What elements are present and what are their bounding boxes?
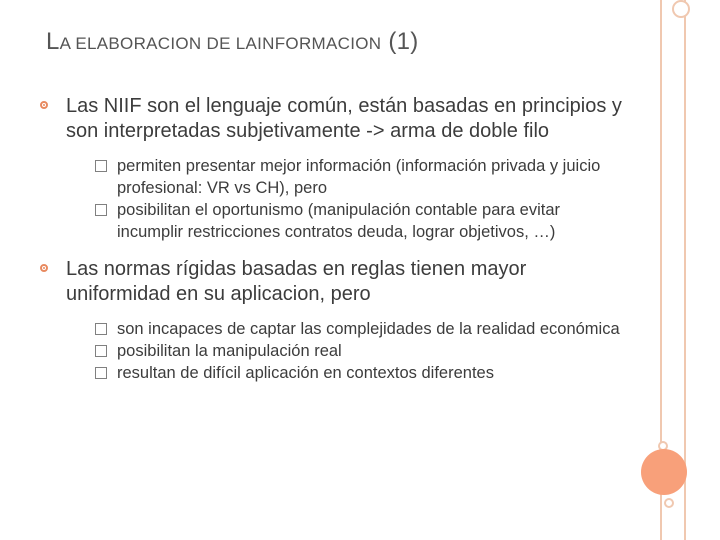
checkbox-square-icon — [95, 367, 107, 379]
small-circle-ornament — [664, 498, 674, 508]
large-circle-ornament — [641, 449, 687, 495]
rail-line-right — [684, 0, 686, 540]
sub-bullet-text: permiten presentar mejor información (información privada y juicio profesional: VR vs CH), pero — [117, 157, 601, 197]
slide-body — [40, 94, 630, 384]
title-number: (1) — [388, 28, 419, 55]
top-circle-ornament — [672, 0, 690, 18]
bullet-text: Las normas rígidas basadas en reglas tienen mayor uniformidad en su aplicacion, pero — [66, 258, 527, 305]
sub-bullet-item — [95, 155, 630, 199]
sub-bullet-item — [95, 199, 630, 243]
bullet-circle-icon — [40, 101, 48, 109]
bullet-item — [40, 94, 630, 243]
sub-bullet-item — [95, 340, 630, 362]
sub-bullet-item — [95, 362, 630, 384]
checkbox-square-icon — [95, 160, 107, 172]
bullet-text: Las NIIF son el lenguaje común, están basadas en principios y son interpretadas subjetivamente -> arma de doble filo — [66, 95, 622, 142]
title-initial: L — [46, 28, 60, 55]
sub-bullet-text: posibilitan el oportunismo (manipulación contable para evitar incumplir restricciones contratos deuda, lograr objetivos, …) — [117, 201, 561, 241]
sub-bullet-text: son incapaces de captar las complejidades de la realidad económica — [117, 320, 620, 338]
checkbox-square-icon — [95, 345, 107, 357]
checkbox-square-icon — [95, 204, 107, 216]
sub-bullet-item — [95, 318, 630, 340]
checkbox-square-icon — [95, 323, 107, 335]
bullet-circle-icon — [40, 264, 48, 272]
sub-bullet-text: resultan de difícil aplicación en contextos diferentes — [117, 364, 494, 382]
bullet-item — [40, 257, 630, 384]
title-text: A ELABORACION DE LAINFORMACION — [59, 34, 382, 53]
sub-bullet-text: posibilitan la manipulación real — [117, 342, 342, 360]
sub-bullet-list — [95, 318, 630, 384]
slide-title — [46, 28, 419, 56]
sub-bullet-list — [95, 155, 630, 243]
